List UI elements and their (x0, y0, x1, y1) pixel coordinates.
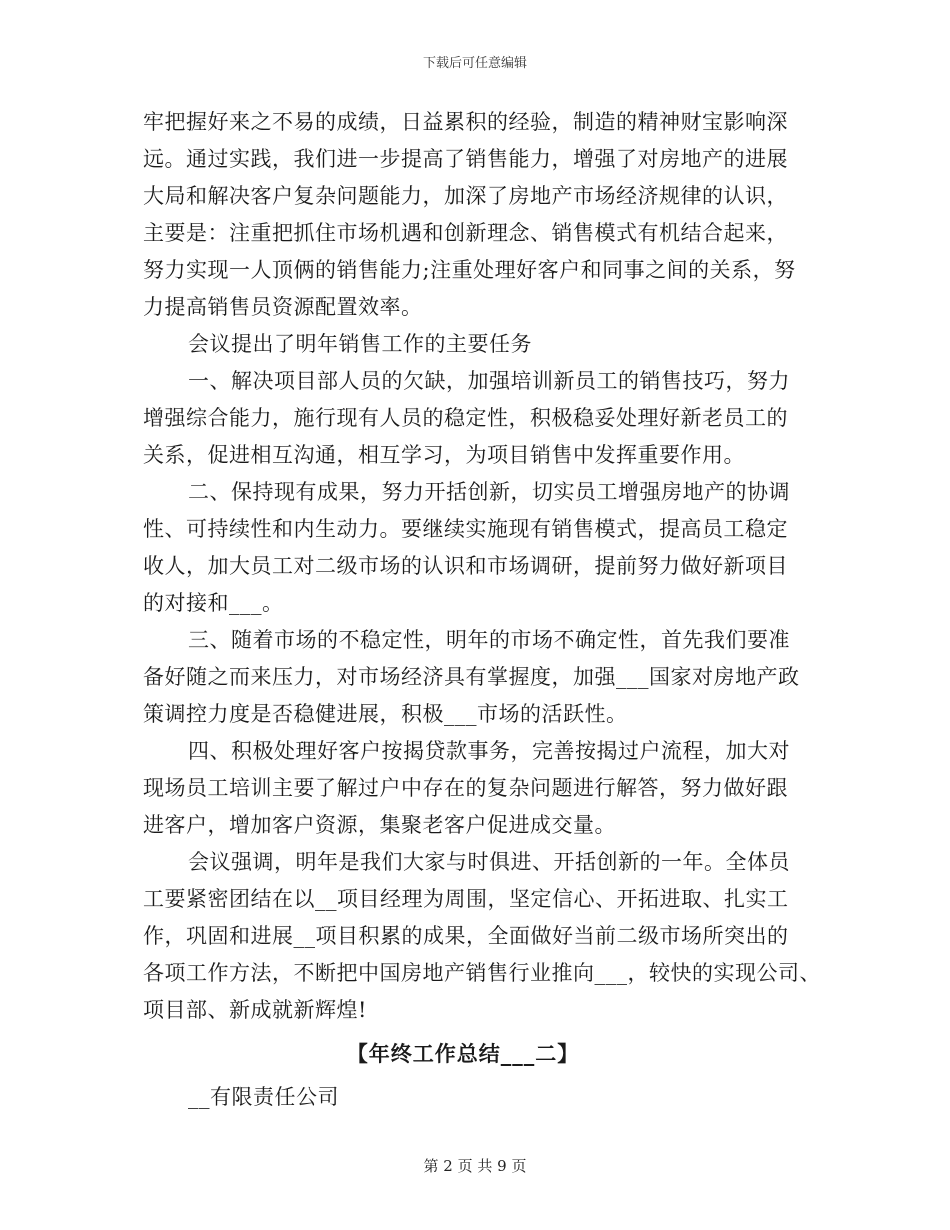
paragraph-line: 增强综合能力，施行现有人员的稳定性，积极稳妥处理好新老员工的 (143, 406, 788, 430)
paragraph-line: 牢把握好来之不易的成绩，日益累积的经验，制造的精神财宝影响深 (143, 110, 788, 134)
paragraph-line: 主要是：注重把抓住市场机遇和创新理念、销售模式有机结合起来， (143, 221, 788, 245)
paragraph-line: 关系，促进相互沟通，相互学习，为项目销售中发挥重要作用。 (143, 443, 745, 467)
paragraph-line: 一、解决项目部人员的欠缺，加强培训新员工的销售技巧，努力 (188, 369, 790, 393)
paragraph-line: 工要紧密团结在以__项目经理为周围，坚定信心、开拓进取、扎实工 (143, 887, 789, 911)
paragraph-line: 三、随着市场的不稳定性，明年的市场不确定性，首先我们要准 (188, 628, 790, 652)
paragraph-line: 策调控力度是否稳健进展，积极___市场的活跃性。 (143, 702, 628, 726)
paragraph-line: 性、可持续性和内生动力。要继续实施现有销售模式，提高员工稳定 (143, 517, 788, 541)
document-body (143, 104, 823, 1116)
paragraph-line: 力提高销售员资源配置效率。 (143, 295, 423, 319)
company-line: __有限责任公司 (188, 1085, 339, 1109)
paragraph-line: 现场员工培训主要了解过户中存在的复杂问题进行解答，努力做好跟 (143, 776, 788, 800)
paragraph-line: 会议提出了明年销售工作的主要任务 (188, 332, 532, 356)
paragraph-line: 二、保持现有成果，努力开括创新，切实员工增强房地产的协调 (188, 480, 790, 504)
page-footer: 第 2 页 共 9 页 (423, 1157, 527, 1175)
paragraph-line: 四、积极处理好客户按揭贷款事务，完善按揭过户流程，加大对 (188, 739, 790, 763)
paragraph-line: 备好随之而来压力，对市场经济具有掌握度，加强___国家对房地产政 (143, 665, 800, 689)
paragraph-line: 项目部、新成就新辉煌! (143, 998, 367, 1022)
paragraph-line: 收人，加大员工对二级市场的认识和市场调研，提前努力做好新项目 (143, 554, 788, 578)
paragraph-line: 远。通过实践，我们进一步提高了销售能力，增强了对房地产的进展 (143, 147, 788, 171)
paragraph-line: 各项工作方法，不断把中国房地产销售行业推向___，较快的实现公司、 (143, 961, 821, 985)
paragraph-line: 进客户，增加客户资源，集聚老客户促进成交量。 (143, 813, 616, 837)
paragraph-line: 的对接和___。 (143, 591, 284, 615)
paragraph-line: 努力实现一人顶俩的销售能力;注重处理好客户和同事之间的关系，努 (143, 258, 796, 282)
paragraph-line: 会议强调，明年是我们大家与时俱进、开括创新的一年。全体员 (188, 850, 790, 874)
section-title: 【年终工作总结___二】 (346, 1041, 580, 1066)
paragraph-line: 大局和解决客户复杂问题能力，加深了房地产市场经济规律的认识， (143, 184, 788, 208)
page-header: 下载后可任意编辑 (422, 56, 527, 71)
paragraph-line: 作，巩固和进展__项目积累的成果，全面做好当前二级市场所突出的 (143, 924, 789, 948)
